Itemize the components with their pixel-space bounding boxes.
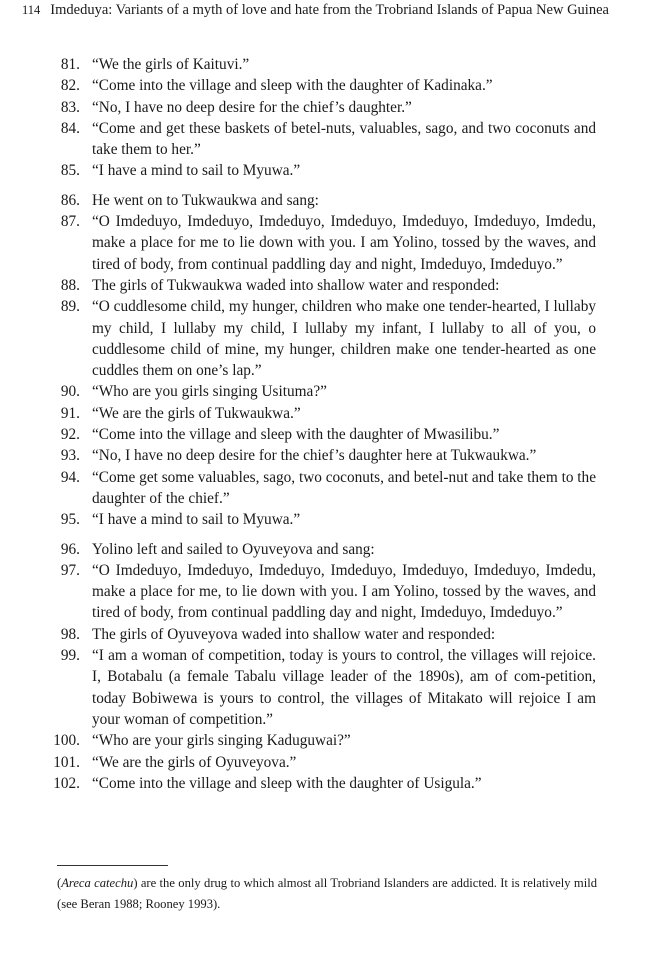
text-line-91: [40, 403, 596, 424]
text-line-93: [40, 445, 596, 466]
line-text: “No, I have no deep desire for the chief’s daughter here at Tukwaukwa.”: [92, 447, 537, 465]
text-line-98: [40, 624, 596, 645]
line-text: “No, I have no deep desire for the chief’s daughter.”: [92, 98, 412, 116]
line-number: 89.: [60, 298, 80, 316]
line-number: 99.: [60, 647, 80, 665]
footnote: (Areca catechu) are the only drug to which almost all Trobriand Islanders are addicted. It is relatively mild (see Beran 1988; Rooney 1993).: [57, 876, 597, 911]
line-number: 102.: [53, 774, 80, 792]
line-text: “Come into the village and sleep with the daughter of Usigula.”: [92, 774, 482, 792]
line-number: 85.: [60, 162, 80, 180]
line-text: “We are the girls of Oyuveyova.”: [92, 753, 297, 771]
line-number: 93.: [60, 447, 80, 465]
text-line-95: [40, 509, 596, 530]
text-line-84: [40, 118, 596, 161]
text-line-94: [40, 467, 596, 510]
line-text: “Come into the village and sleep with the daughter of Mwasilibu.”: [92, 426, 500, 444]
text-line-81: [40, 54, 596, 75]
line-number: 98.: [60, 625, 80, 643]
text-line-88: [40, 275, 596, 296]
line-text: The girls of Oyuveyova waded into shallow water and responded:: [92, 625, 496, 643]
text-line-90: [40, 381, 596, 402]
footnote-italic-term: Areca catechu: [61, 876, 134, 890]
footnote-divider: [57, 865, 168, 866]
text-line-83: [40, 97, 596, 118]
line-number: 97.: [60, 561, 80, 579]
line-text: “O cuddlesome child, my hunger, children who make one tender-hearted, I lullaby my child, I lullaby my child, I lullaby my infant, I lullaby to all of you, o cuddlesome child of mine, my hunger, children make one tender-hearted as one cuddles them on one’s lap.”: [92, 298, 596, 380]
line-number: 81.: [60, 56, 80, 73]
text-line-92: [40, 424, 596, 445]
line-number: 101.: [53, 753, 80, 771]
text-line-96: [40, 539, 596, 560]
footnote-text: ) are the only drug to which almost all Trobriand Islanders are addicted. It is relatively mild (see Beran 1988; Rooney 1993).: [57, 876, 597, 911]
line-number: 86.: [60, 191, 80, 209]
text-line-86: [40, 190, 596, 211]
text-line-97: [40, 560, 596, 624]
line-text: “O Imdeduyo, Imdeduyo, Imdeduyo, Imdeduyo, Imdeduyo, Imdeduyo, Imdedu, make a place for me, to lie down with you. I am Yolino, tossed by the waves, and tired of body, from continual paddling day and night, Imdeduyo, Imdeduyo.”: [92, 561, 596, 622]
page-number: 114: [22, 3, 41, 17]
line-number: 100.: [53, 732, 80, 750]
line-text: The girls of Tukwaukwa waded into shallow water and responded:: [92, 276, 500, 294]
running-header: [22, 2, 622, 20]
line-text: He went on to Tukwaukwa and sang:: [92, 191, 319, 209]
line-number: 90.: [60, 383, 80, 401]
line-number: 91.: [60, 404, 80, 422]
line-number: 82.: [60, 77, 80, 95]
running-title: Imdeduya: Variants of a myth of love and hate from the Trobriand Islands of Papua New Guinea: [50, 2, 609, 18]
line-text: “We are the girls of Tukwaukwa.”: [92, 404, 301, 422]
line-text: Yolino left and sailed to Oyuveyova and sang:: [92, 540, 375, 558]
line-number: 92.: [60, 426, 80, 444]
line-text: “I am a woman of competition, today is yours to control, the villages will rejoice. I, Botabalu (a female Tabalu village leader of the 1890s), am of com-petition, today Bobiwewa is yours to control, the villages of Mitakato will rejoice I am your woman of competition.”: [92, 647, 596, 728]
line-number: 84.: [60, 119, 80, 137]
line-text: “Come and get these baskets of betel-nuts, valuables, sago, and two coconuts and take them to her.”: [92, 119, 596, 159]
text-line-102: [40, 773, 596, 794]
text-line-87: [40, 211, 596, 275]
line-number: 87.: [60, 213, 80, 231]
line-text: “Who are your girls singing Kaduguwai?”: [92, 732, 351, 750]
line-number: 96.: [60, 540, 80, 558]
text-line-82: [40, 75, 596, 96]
line-text: “Come get some valuables, sago, two coconuts, and betel-nut and take them to the daughter of the chief.”: [92, 468, 596, 507]
line-text: “I have a mind to sail to Myuwa.”: [92, 511, 301, 529]
numbered-text-block: [40, 54, 596, 794]
line-text: “We the girls of Kaituvi.”: [92, 56, 250, 73]
text-line-100: [40, 730, 596, 751]
text-line-89: [40, 296, 596, 381]
line-number: 88.: [60, 276, 80, 294]
line-text: “I have a mind to sail to Myuwa.”: [92, 162, 301, 180]
line-text: “O Imdeduyo, Imdeduyo, Imdeduyo, Imdeduyo, Imdeduyo, Imdeduyo, Imdedu, make a place for me to lie down with you. I am Yolino, tossed by the waves, and tired of body, from continual paddling day and night, Imdeduyo, Imdeduyo.”: [92, 213, 596, 273]
line-text: “Who are you girls singing Usituma?”: [92, 383, 327, 401]
text-line-99: [40, 645, 596, 730]
text-line-85: [40, 160, 596, 181]
line-text: “Come into the village and sleep with the daughter of Kadinaka.”: [92, 77, 493, 95]
line-number: 94.: [60, 468, 80, 486]
text-line-101: [40, 752, 596, 773]
line-number: 95.: [60, 511, 80, 529]
line-number: 83.: [60, 98, 80, 116]
